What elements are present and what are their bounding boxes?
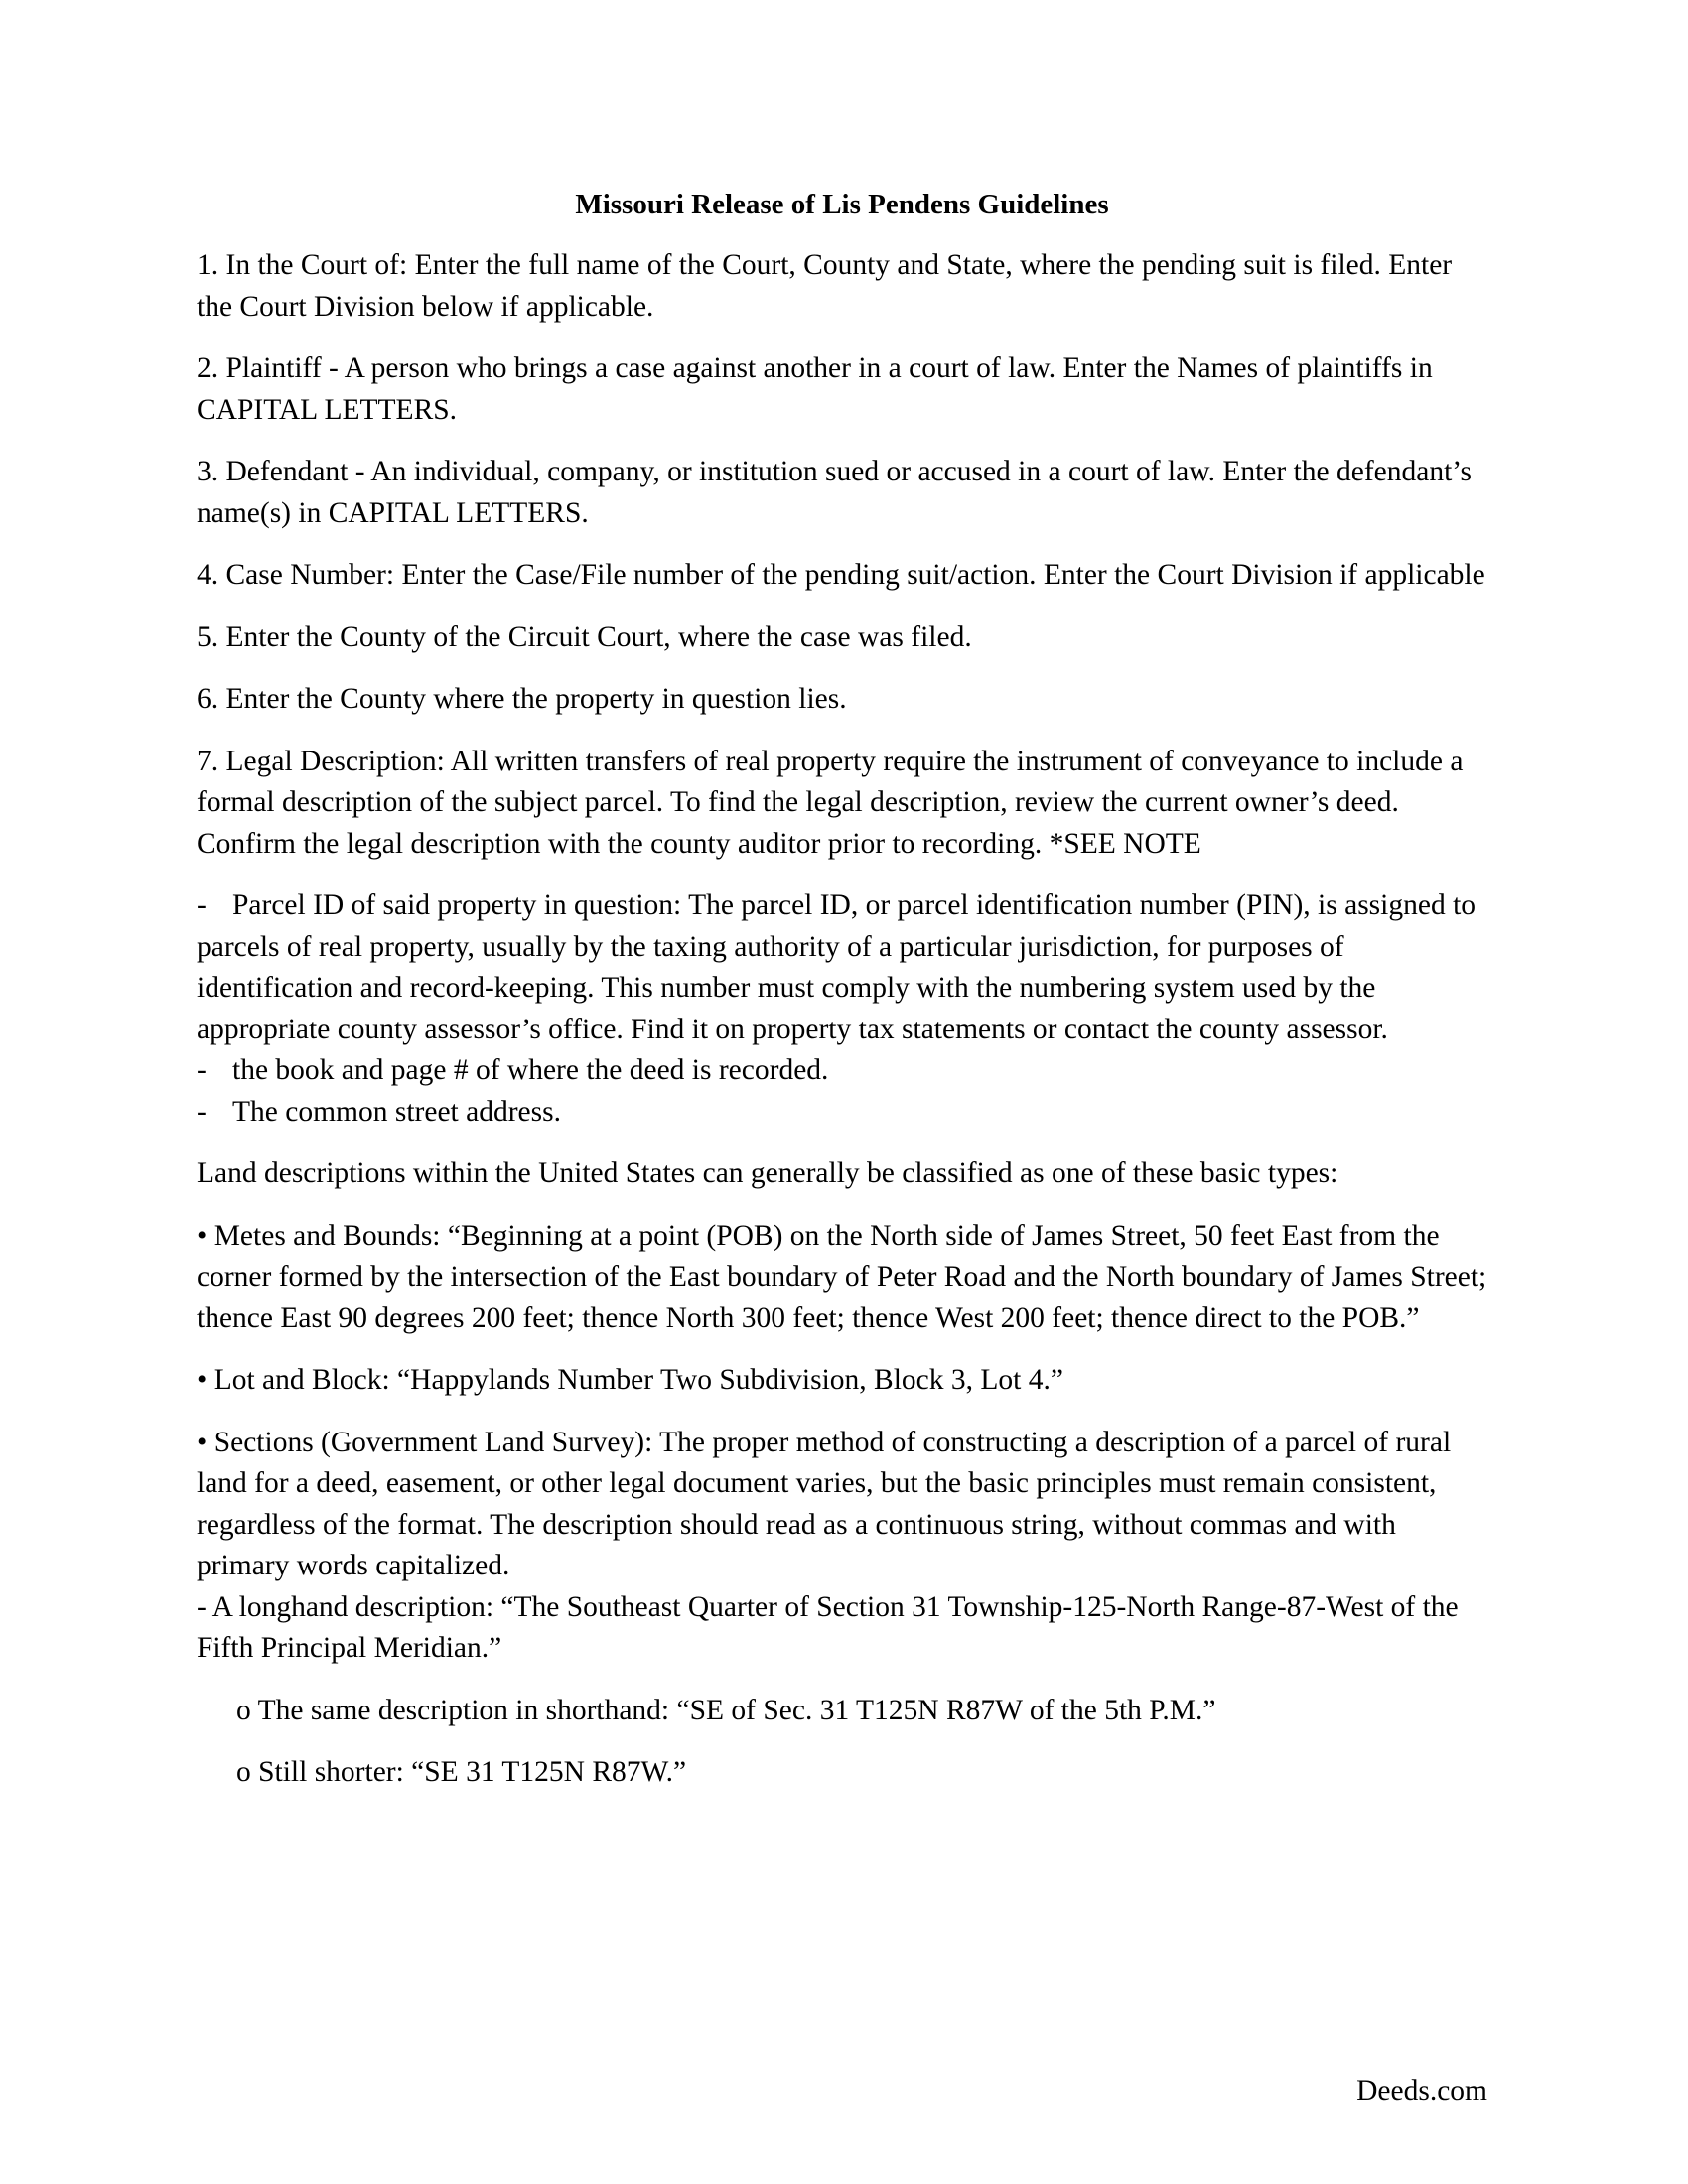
longhand-description: - A longhand description: “The Southeast Quarter of Section 31 Township-125-North Range-87-West of the Fifth Principal Meridian.” [197,1590,1459,1664]
item-case-number: 4. Case Number: Enter the Case/File number of the pending suit/action. Enter the Court Division if applicable [197,559,1485,591]
lot-and-block: • Lot and Block: “Happylands Number Two Subdivision, Block 3, Lot 4.” [197,1364,1063,1396]
dash-marker: - [197,1054,207,1086]
item-defendant: 3. Defendant - An individual, company, or institution sued or accused in a court of law. Enter the defendant’s name(s) in CAPITAL LETTERS. [197,456,1472,529]
item-circuit-county: 5. Enter the County of the Circuit Court, where the case was filed. [197,620,972,653]
item-property-county: 6. Enter the County where the property in question lies. [197,683,847,715]
sections-description: • Sections (Government Land Survey): The proper method of constructing a description of a parcel of rural land for a deed, easement, or other legal document varies, but the basic principles must remain consistent, regardless of the format. The description should read as a continuous string, without commas and with primary words capitalized. [197,1426,1452,1581]
dash-item-text: the book and page # of where the deed is recorded. [232,1054,829,1086]
dash-item-book-page [197,1050,1487,1092]
footer-brand: Deeds.com [1356,2075,1487,2107]
document-page [197,0,1487,2184]
item-plaintiff: 2. Plaintiff - A person who brings a case against another in a court of law. Enter the Names of plaintiffs in CAPITAL LETTERS. [197,352,1433,426]
guidelines-body [197,245,1487,1815]
dash-item-text: The common street address. [232,1095,561,1128]
shorthand-description: o The same description in shorthand: “SE of Sec. 31 T125N R87W of the 5th P.M.” [236,1694,1216,1726]
item-court: 1. In the Court of: Enter the full name of the Court, County and State, where the pending suit is filed. Enter the Court Division below if applicable. [197,249,1453,323]
item-legal-description: 7. Legal Description: All written transfers of real property require the instrument of conveyance to include a formal description of the subject parcel. To find the legal description, review the current owner’s deed. Confirm the legal description with the county auditor prior to recording. *SEE NOTE [197,745,1464,860]
shorter-description: o Still shorter: “SE 31 T125N R87W.” [236,1756,687,1788]
dash-item-street-address [197,1092,1487,1134]
dash-marker: - [197,889,207,921]
dash-item-text: Parcel ID of said property in question: The parcel ID, or parcel identification number (PIN), is assigned to parcels of real property, usually by the taxing authority of a particular jurisdiction, for purposes of identification and record-keeping. This number must comply with the numbering system used by the appropriate county assessor’s office. Find it on property tax statements or contact the county assessor. [197,889,1477,1045]
land-intro: Land descriptions within the United States can generally be classified as one of these basic types: [197,1158,1338,1189]
dash-item-parcel-id [197,886,1487,1050]
dash-marker: - [197,1095,207,1128]
page-title: Missouri Release of Lis Pendens Guidelines [575,189,1109,220]
metes-and-bounds: • Metes and Bounds: “Beginning at a point (POB) on the North side of James Street, 50 feet East from the corner formed by the intersection of the East boundary of Peter Road and the North boundary of James Street; thence East 90 degrees 200 feet; thence North 300 feet; thence West 200 feet; thence direct to the POB.” [197,1219,1487,1334]
